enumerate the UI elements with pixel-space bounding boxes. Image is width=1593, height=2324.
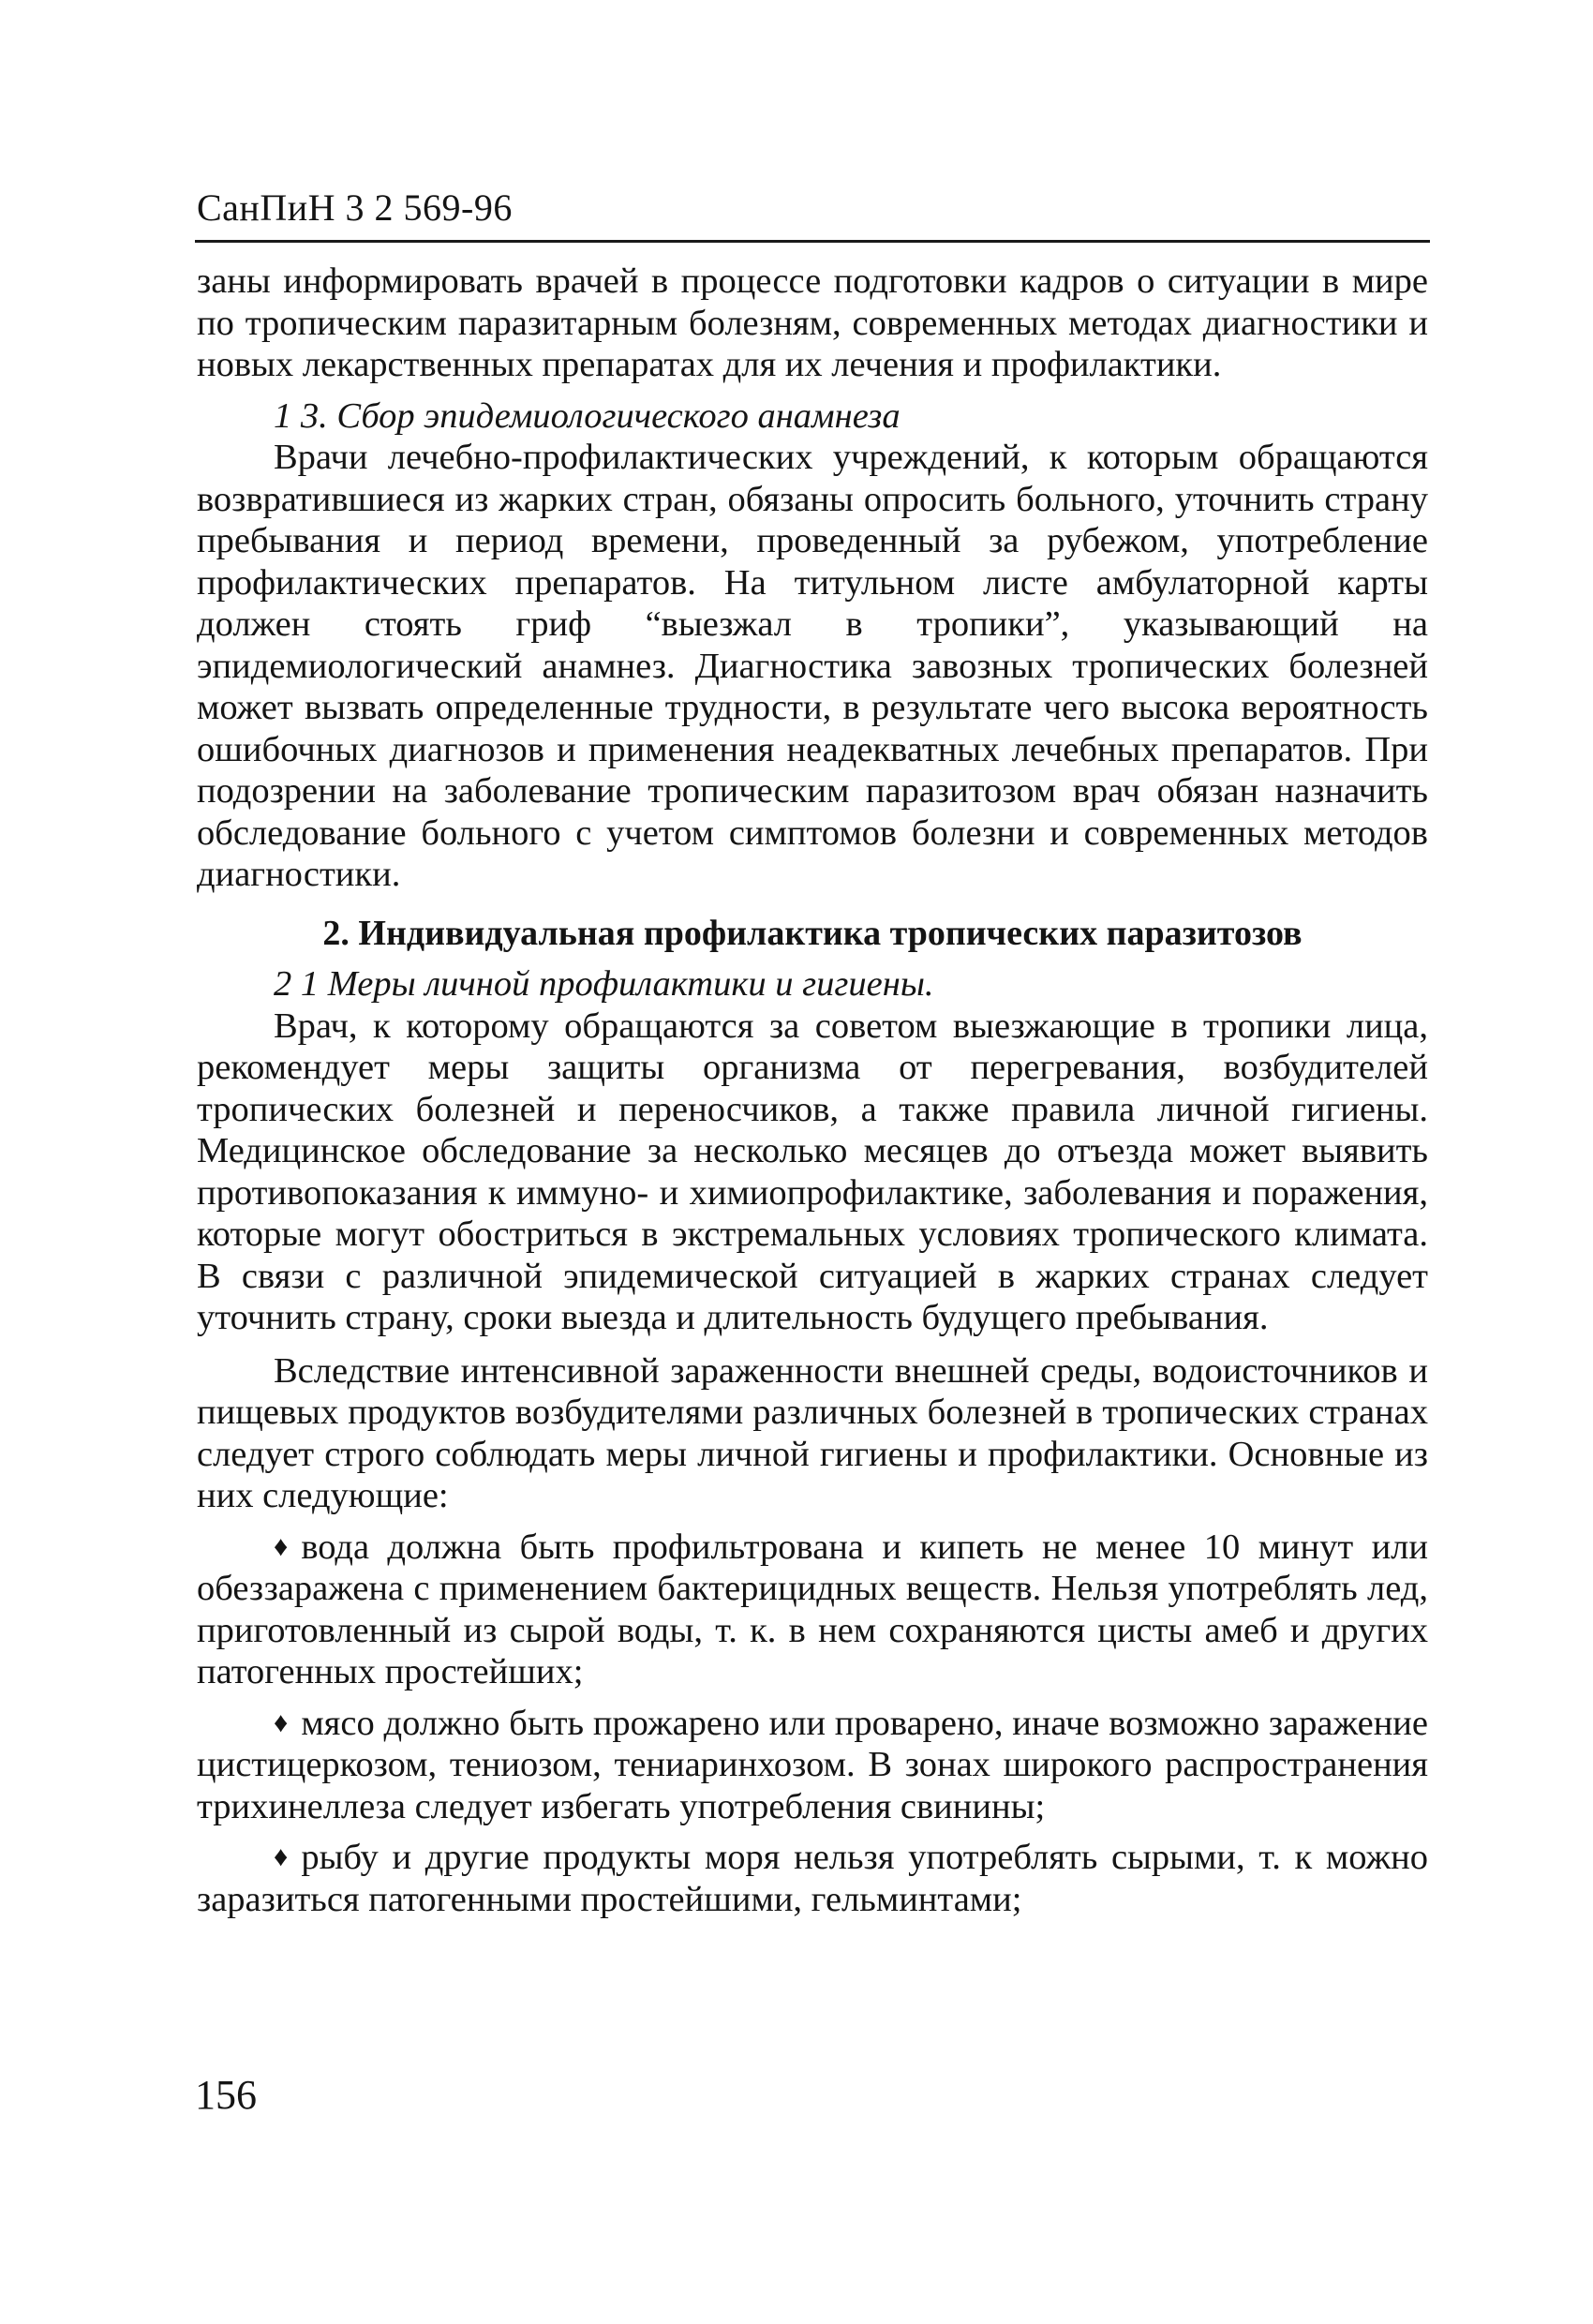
diamond-bullet-icon: ♦ bbox=[274, 1841, 289, 1872]
page-body bbox=[197, 261, 1428, 1920]
list-item-fish bbox=[197, 1837, 1428, 1920]
list-item-meat bbox=[197, 1703, 1428, 1828]
diamond-bullet-icon: ♦ bbox=[274, 1706, 289, 1738]
paragraph-personal-prevention: Врач, к которому обращаются за советом выезжающие в тропики лица, рекомендует меры защиты организма от перегревания, возбудителей тропических болезней и переносчиков, а также правила личной гигиены. Медицинское обследование за несколько месяцев до отъезда может выявить противопоказания к иммуно- и химиопрофилактике, заболевания и поражения, которые могут обостриться в экстремальных условиях тропического климата. В связи с различной эпидемической ситуацией в жарких странах следует уточнить страну, сроки выезда и длительность будущего пребывания. bbox=[197, 1006, 1428, 1337]
running-head: СанПиН 3 2 569-96 bbox=[197, 186, 513, 229]
list-item-text: вода должна быть профильтрована и кипеть не менее 10 минут или обеззаражена с применением бактерицидных веществ. Нельзя употреблять лед, приготовленный из сырой воды, т. к. в нем сохраняются цисты амеб и других патогенных простейших; bbox=[197, 1527, 1428, 1691]
diamond-bullet-icon: ♦ bbox=[274, 1530, 289, 1562]
subsection-heading-2-1: 2 1 Меры личной профилактики и гигиены. bbox=[274, 964, 934, 1004]
header-rule bbox=[195, 240, 1430, 243]
list-item-text: мясо должно быть прожарено или проварено, иначе возможно заражение цистицеркозом, тениозом, тениаринхозом. В зонах широкого распространения трихинеллеза следует избегать употребления свинины; bbox=[197, 1703, 1428, 1826]
section-heading-2: 2. Индивидуальная профилактика тропических паразитозов bbox=[322, 913, 1303, 953]
paragraph-hygiene-measures: Вследствие интенсивной зараженности внешней среды, водоисточников и пищевых продуктов возбудителями различных болезней в тропических странах следует строго соблюдать меры личной гигиены и профилактики. Основные из них следующие: bbox=[197, 1350, 1428, 1515]
paragraph-anamnesis: Врачи лечебно-профилактических учреждений, к которым обращаются возвратившиеся из жарких стран, обязаны опросить больного, уточнить страну пребывания и период времени, проведенный за рубежом, употребление профилактических препаратов. На титульном листе амбулаторной карты должен стоять гриф “выезжал в тропики”, указывающий на эпидемиологический анамнез. Диагностика завозных тропических болезней может вызвать определенные трудности, в результате чего высока вероятность ошибочных диагнозов и применения неадекватных лечебных препаратов. При подозрении на заболевание тропическим паразитозом врач обязан назначить обследование больного с учетом симптомов болезни и современных методов диагностики. bbox=[197, 438, 1428, 894]
list-item-water bbox=[197, 1527, 1428, 1693]
subsection-heading-1-3: 1 3. Сбор эпидемиологического анамнеза bbox=[274, 395, 901, 436]
page-number: 156 bbox=[195, 2072, 257, 2118]
paragraph-continued: заны информировать врачей в процессе подготовки кадров о ситуации в мире по тропическим паразитарным болезням, современных методах диагностики и новых лекарственных препаратах для их лечения и профилактики. bbox=[197, 261, 1428, 384]
list-item-text: рыбу и другие продукты моря нельзя употреблять сырыми, т. к можно заразиться патогенными простейшими, гельминтами; bbox=[197, 1838, 1428, 1919]
